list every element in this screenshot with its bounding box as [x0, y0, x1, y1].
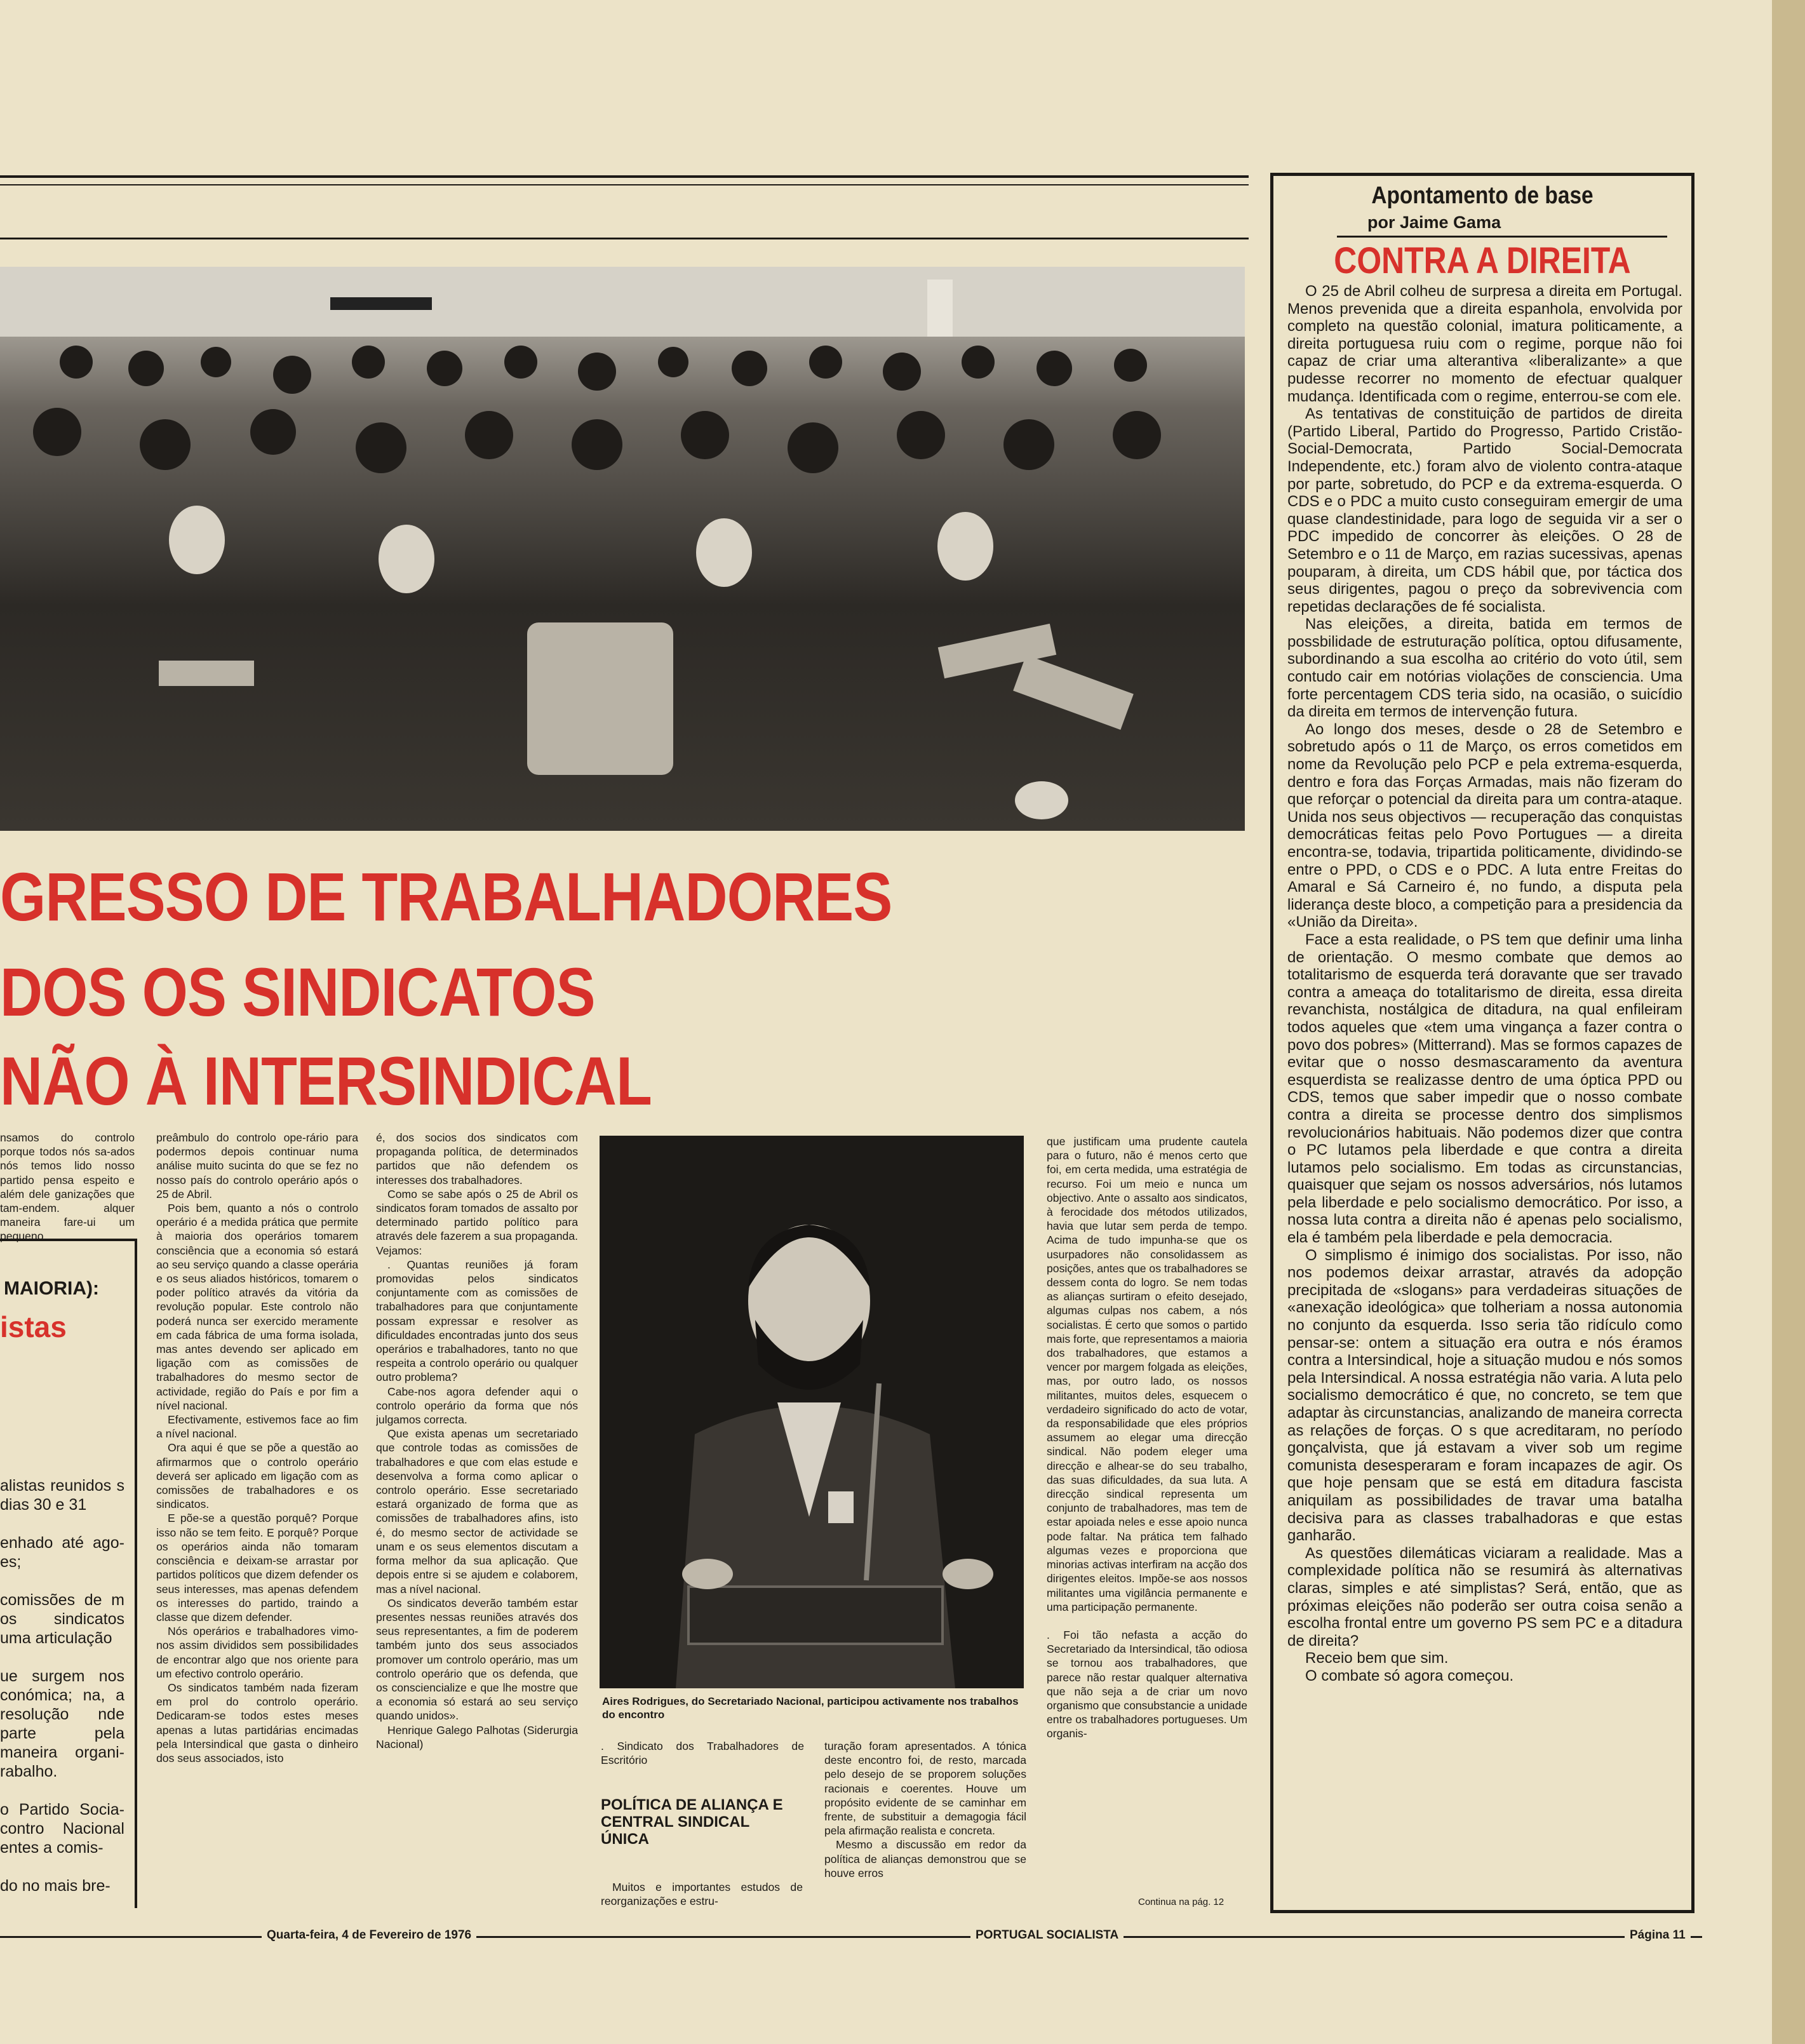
article-column-4-text	[601, 1880, 803, 1912]
inset-paragraph: o Partido Socia-contro Nacional entes a comis-	[0, 1801, 124, 1857]
page-edge	[1772, 0, 1805, 2044]
article-paragraph: E põe-se a questão porquê? Porque isso não se tem feito. E porquê? Porque os operários ainda não tomaram consciência e deixam-se arrastar por partidos políticos que dizem defender os seus interesses, mas apenas defendem os interesses do partido, traindo a classe que dizem defender.	[156, 1512, 358, 1624]
sidebar-paragraph: Ao longo dos meses, desde o 28 de Setembro e sobretudo após o 11 de Março, os erros cometidos em nome da Revolução pelo PCP e pela extrema-esquerda, dentro e fora das Forças Armadas, mais não fizeram do que reforçar o potencial da direita para um contra-ataque. Unida nos seus objectivos — recuperação das conquistas democráticas feitas pelo Povo Portugues — a direita encontra-se, todavia, tripartida politicamente, dividindo-se entre o PPD, o CDS e o PDC. A luta entre Freitas do Amaral e Sá Carneiro é, no fundo, a disputa pela liderança deste bloco, a competição para a presidencia da «União da Direita».	[1287, 720, 1682, 931]
inset-paragraph: alistas reunidos s dias 30 e 31	[0, 1477, 124, 1514]
article-paragraph: nsamos do controlo porque todos nós sa-ados nós temos lido nosso partido pensa espeito e além dele ganizações que tam-endem. alquer maneira fare-ui um pequeno	[0, 1131, 135, 1243]
continued-note: Continua na pág. 12	[1138, 1897, 1225, 1907]
sidebar-heading: CONTRA A DIREITA	[1334, 240, 1631, 281]
headline-line-3: NÃO À INTERSINDICAL	[0, 1042, 652, 1119]
headline-line-2: DOS OS SINDICATOS	[0, 953, 595, 1030]
top-rule-thin	[0, 184, 1249, 185]
footer-date: Quarta-feira, 4 de Fevereiro de 1976	[262, 1928, 476, 1942]
article-paragraph: Muitos e importantes estudos de reorganizações e estru-	[601, 1881, 803, 1908]
article-paragraph: Ora aqui é que se põe a questão ao afirmarmos que o controlo operário deverá ser aplicado em ligação com as comissões de trabalhadores e os sindicatos.	[156, 1441, 358, 1511]
article-paragraph: Mesmo a discussão em redor da política de alianças demonstrou que se houve erros	[824, 1838, 1026, 1879]
sidebar-paragraph: As tentativas de constituição de partidos de direita (Partido Liberal, Partido do Progresso, Partido Cristão-Social-Democrata, Partido Social-Democrata Independente, etc.) foram alvo de violento contra-ataque por parte, sobretudo, do PCP e da extrema-esquerda. O CDS e o PDC a muito custo conseguiram emergir de uma quase clandestinidade, para logo de seguida vir a ser o PDC impedido de concorrer às eleições. O 28 de Setembro e o 11 de Março, em razias sucessivas, apenas pouparam, à direita, um CDS hábil que, por táctica dos seus dirigentes, pagou o preço da sobrevivencia com repetidas declarações de fé socialista.	[1287, 405, 1682, 615]
footer-page-number: Página 11	[1625, 1928, 1691, 1942]
sidebar-paragraph: O 25 de Abril colheu de surpresa a direita em Portugal. Menos prevenida que a direita espanhola, envolvida por completo na questão colonial, imatura politicamente, a direita portuguesa ruiu com o regime, porque não foi capaz de criar uma alterantiva «liberalizante» a que pudesse recorrer no momento de efectuar qualquer mudança. Identificada com o regime, enterrou-se com ele.	[1287, 283, 1682, 405]
article-column-3	[376, 1131, 578, 1912]
inset-text	[0, 1476, 124, 1914]
article-paragraph: Que exista apenas um secretariado que controle todas as comissões de trabalhadores e que com elas estude e desenvolva a forma como aplicar o controlo operário. Esse secretariado estará organizado de forma que as comissões de trabalhadores afins, isto é, do mesmo sector de actividade se unam e os seus elementos discutam a forma melhor da sua aplicação. Que depois entre si se ajudem e colaborem, mas a nível nacional.	[376, 1427, 578, 1596]
photo-caption: Aires Rodrigues, do Secretariado Nacional, participou activamente nos trabalhos do encontro	[602, 1695, 1019, 1721]
sidebar-author: por Jaime Gama	[1367, 213, 1501, 232]
article-column-5	[824, 1739, 1026, 1912]
inset-box	[0, 1239, 137, 1908]
sidebar-paragraph: O simplismo é inimigo dos socialistas. Por isso, não nos podemos deixar arrastar, através da adopção precipitada de «slogans» para verdadeiras situações de «anexação ideológica» que tolheriam a nossa autonomia no conjunto da esquerda. Isso seria tão ridículo como pensar-se: ontem a situação era outra e nós éramos contra a Intersindical, hoje a situação mudou e nós somos pela Intersindical. A nossa estratégia não varia. A luta pelo socialismo democrático é que, no concreto, se tem que adaptar às circunstancias, analizando de maneira correcta as relações de forças. O s que acreditaram, no período gonçalvista, que já estavam a viver sob um regime comunista desesperaram e foram incapazes de agir. Os que hoje pensam que se está em ditadura fascista aniquilam as possibilidades de travar uma batalha decisiva para as classes trabalhadoras e que estas ganharão.	[1287, 1246, 1682, 1545]
inset-paragraph: do no mais bre-	[0, 1877, 111, 1895]
headline-line-1: GRESSO DE TRABALHADORES	[0, 858, 892, 935]
section-subheading: POLÍTICA DE ALIANÇA E CENTRAL SINDICAL ÚNICA	[601, 1796, 783, 1848]
top-rule-2	[0, 238, 1249, 239]
article-column-2	[156, 1131, 358, 1912]
article-paragraph: Os sindicatos deverão também estar presentes nessas reuniões através dos seus representantes, a fim de poderem também junto dos seus associados promover um controlo operário, mas um controlo operário que os defenda, que os consciencialize e que lhe mostre que a economia só estará ao seu serviço quando unidos».	[376, 1596, 578, 1723]
sidebar-title: Apontamento de base	[1371, 182, 1594, 209]
sidebar-paragraph: Receio bem que sim.	[1305, 1650, 1449, 1667]
sidebar-text	[1287, 283, 1682, 1906]
inset-paragraph: comissões de m os sindicatos uma articulação	[0, 1591, 124, 1647]
article-column-4	[601, 1739, 804, 1777]
sidebar-paragraph: O combate só agora começou.	[1305, 1667, 1514, 1684]
footer-rule	[0, 1936, 1702, 1938]
inset-heading: MAIORIA):	[4, 1278, 99, 1299]
article-paragraph: . Quantas reuniões já foram promovidas pelos sindicatos conjuntamente com as comissões de trabalhadores para que conjuntamente possam expressar e resolver as dificuldades encontradas junto dos seus operários e trabalhadores, tanto no que respeita a controlo operário ou qualquer outro problema?	[376, 1258, 578, 1384]
top-rule	[0, 175, 1249, 178]
sidebar-rule	[1337, 236, 1667, 238]
article-paragraph: Pois bem, quanto a nós o controlo operário é a medida prática que permite à maioria dos operários tomarem consciência que a economia só estará ao seu serviço quando a classe operária e os seus aliados históricos, tomarem o poder político através da vitória da revolução popular. Este controlo não poderá nunca ser exercido meramente em cada fábrica de uma forma isolada, mas antes devendo ser aplicado em ligação com as comissões de trabalhadores do mesmo sector de actividade, região do País e por fim a nível nacional.	[156, 1202, 358, 1412]
article-paragraph: é, dos socios dos sindicatos com propaganda política, de determinados partidos que não defendem os interesses dos trabalhadores.	[376, 1131, 578, 1187]
inset-paragraph: ue surgem nos conómica; na, a resolução nde parte pela maneira organi-rabalho.	[0, 1667, 124, 1780]
article-paragraph: preâmbulo do controlo ope-rário para podermos depois continuar numa análise muito sucinta do que se fez no nosso país do controlo operário após o 25 de Abril.	[156, 1131, 358, 1200]
footer-publication: PORTUGAL SOCIALISTA	[970, 1928, 1124, 1942]
article-paragraph: que justificam uma prudente cautela para o futuro, não é menos certo que foi, em certa medida, uma estratégia de recurso. Foi um meio e nunca um objectivo. Ante o assalto aos sindicatos, à ferocidade dos métodos utilizados, havia que lutar sem perda de tempo. Acima de tudo impunha-se que os usurpadores não consolidassem as posições, antes que os trabalhadores se dessem conta do logro. Se nem todas as alianças surtiram o efeito desejado, algumas culpas nos cabem, a nós socialistas. É certo que somos o partido mais forte, que representamos a maioria dos trabalhadores, que estamos a vencer por margem folgada as eleições, mas, por outro lado, os nossos militantes, muitos deles, esquecem o verdadeiro significado do acto de votar, da responsabilidade que eles próprios assumem ao elegar uma direcção sindical. Não podem eleger uma direcção e alhear-se do seu trabalho, das suas dificuldades, da sua luta. A direcção sindical representa um conjunto de trabalhadores, mas tem de estar apoiada neles e esse apoio nunca pode faltar. Na prática tem falhado algumas vezes e proporciona que minorias activas interfiram na acção dos dirigentes eleitos. Impõe-se aos nossos militantes uma vigilância permanente e uma participação permanente.	[1047, 1135, 1247, 1613]
article-paragraph: Os sindicatos também nada fizeram em prol do controlo operário. Dedicaram-se todos estes meses apenas a lutas partidárias encimadas pela Intersindical que gasta o dinheiro dos seus associados, isto	[156, 1681, 358, 1765]
audience-photo	[0, 267, 1245, 831]
article-signature: Henrique Galego Palhotas (Siderurgia Nacional)	[376, 1723, 578, 1751]
article-paragraph: Nós operários e trabalhadores vimo-nos assim divididos sem possibilidades de encontrar algo que nos oriente para um efectivo controlo operário.	[156, 1625, 358, 1680]
article-column-1	[0, 1131, 135, 1258]
article-column-6	[1047, 1134, 1247, 1876]
sidebar-paragraph: Nas eleições, a direita, batida em termos de possbilidade de estruturação política, optou difusamente, subordinando a sua escolha ao critério do voto útil, sem contudo cair em notórias violações de consciencia. Uma forte percentagem CDS teria sido, na ocasião, o suicídio da direita em termos de intervenção futura.	[1287, 615, 1682, 721]
article-paragraph: Efectivamente, estivemos face ao fim a nível nacional.	[156, 1413, 358, 1441]
sidebar-paragraph: As questões dilemáticas viciaram a realidade. Mas a complexidade política não se resumirá às alternativas claras, simples e até simplistas? Será, então, que as próximas eleições não poderão ser outra coisa senão a escolha frontal entre um governo PS sem PC e a ditadura de direita?	[1287, 1544, 1682, 1650]
sidebar-box	[1270, 173, 1694, 1913]
article-paragraph: turação foram apresentados. A tónica deste encontro foi, de resto, marcada pelo desejo de se proporem soluções racionais e coerentes. Houve um propósito evidente de se caminhar em frente, de substituir a demagogia fácil pela afirmação realista e concreta.	[824, 1740, 1026, 1838]
speaker-photo	[600, 1136, 1024, 1688]
article-paragraph: Como se sabe após o 25 de Abril os sindicatos foram tomados de assalto por determinado partido político para através dele fazerem a sua propaganda. Vejamos:	[376, 1187, 578, 1257]
article-paragraph: . Sindicato dos Trabalhadores de Escritório	[601, 1740, 804, 1767]
article-paragraph: Cabe-nos agora defender aqui o controlo operário da forma que nós julgamos correcta.	[376, 1385, 578, 1427]
sidebar-paragraph: Face a esta realidade, o PS tem que definir uma linha de orientação. O mesmo combate que demos ao totalitarismo de esquerda terá doravante que ser travado contra a ameaça do totalitarismo de direita, essa direita revanchista, nostálgica de ditadura, na qual enfileiram todos aqueles que «tem uma vingança a fazer contra o povo dos pobres» (Mitterrand). Mas se formos capazes de evitar que o nosso desmascaramento da aventura esquerdista se realizasse dentro de uma óptica PPD ou CDS, temos que saber impedir que o nosso combate contra a direita se processe dentro dos simplismos revolucionários habituais. Não podemos dizer que contra o PC lutamos pela liberdade e que contra a direita lutamos pelo socialismo. Em todas as circunstancias, quaisquer que sejam os nossos adversários, nós lutamos pela liberdade e pelo socialismo democrático. Por isso, a nossa luta contra a direita não é apenas pelo socialismo, ela é também pela liberdade e pela democracia.	[1287, 931, 1682, 1247]
article-paragraph: . Foi tão nefasta a acção do Secretariado da Intersindical, tão odiosa se tornou aos trabalhadores, que parece não restar qualquer alternativa que não seja a de criar um novo organismo que consubstancie a unidade entre os trabalhadores portugueses. Um organis-	[1047, 1628, 1247, 1740]
inset-subheading: istas	[0, 1310, 67, 1343]
inset-paragraph: enhado até ago-es;	[0, 1534, 124, 1571]
